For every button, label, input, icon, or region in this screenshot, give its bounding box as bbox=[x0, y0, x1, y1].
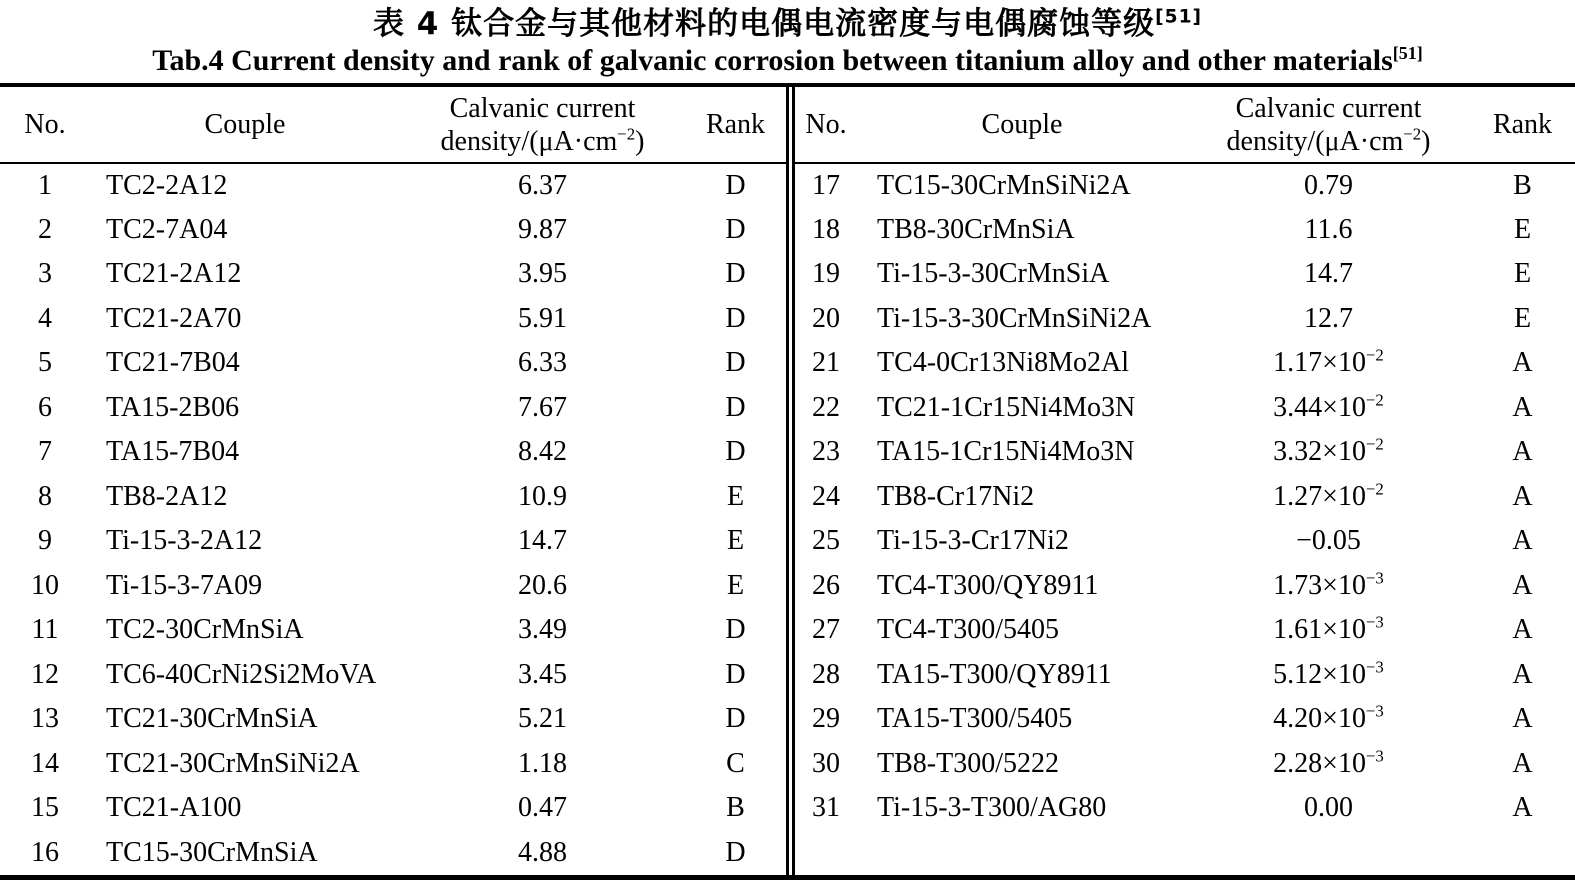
row-rank: A bbox=[1512, 436, 1533, 468]
row-couple: TC2-2A12 bbox=[106, 169, 228, 201]
row-rank: D bbox=[725, 614, 746, 646]
row-density: 6.33 bbox=[518, 347, 567, 379]
row-density: 3.95 bbox=[518, 258, 567, 290]
table-row bbox=[795, 475, 1575, 520]
row-no: 12 bbox=[31, 658, 59, 690]
row-couple: TC21-7B04 bbox=[106, 347, 240, 379]
row-rank: D bbox=[725, 391, 746, 423]
header-row bbox=[0, 87, 786, 163]
row-no: 21 bbox=[812, 347, 840, 379]
table-row bbox=[795, 786, 1575, 831]
row-couple: TA15-T300/QY8911 bbox=[877, 658, 1112, 690]
row-no: 7 bbox=[38, 436, 52, 468]
table-row bbox=[795, 386, 1575, 431]
table-row bbox=[795, 163, 1575, 208]
col-header-density bbox=[400, 87, 685, 163]
row-couple: TC21-A100 bbox=[106, 792, 242, 824]
table-row bbox=[795, 564, 1575, 609]
row-rank: D bbox=[725, 302, 746, 334]
row-rank: D bbox=[725, 258, 746, 290]
row-couple: TB8-30CrMnSiA bbox=[877, 213, 1075, 245]
row-couple: TC2-30CrMnSiA bbox=[106, 614, 304, 646]
row-rank: A bbox=[1512, 614, 1533, 646]
row-no: 8 bbox=[38, 480, 52, 512]
row-couple: Ti-15-3-Cr17Ni2 bbox=[877, 525, 1069, 557]
table-title-zh-citation: [51] bbox=[1155, 6, 1203, 28]
row-density: 0.79 bbox=[1304, 169, 1353, 201]
row-density: 20.6 bbox=[518, 569, 567, 601]
table-title-en-citation: [51] bbox=[1392, 43, 1423, 63]
row-density: 10.9 bbox=[518, 480, 567, 512]
row-rank: E bbox=[726, 525, 745, 557]
row-no: 5 bbox=[38, 347, 52, 379]
table-row bbox=[795, 697, 1575, 742]
table-title-zh bbox=[0, 4, 1575, 44]
row-rank: C bbox=[726, 747, 745, 779]
row-density: 4.88 bbox=[518, 836, 567, 868]
row-no: 11 bbox=[31, 614, 59, 646]
row-no: 24 bbox=[812, 480, 840, 512]
row-no: 30 bbox=[812, 747, 840, 779]
row-no: 22 bbox=[812, 391, 840, 423]
empty-cell bbox=[795, 831, 1575, 876]
row-rank: D bbox=[725, 169, 746, 201]
row-density: −0.05 bbox=[1296, 525, 1361, 557]
empty-filler-row bbox=[795, 831, 1575, 876]
row-no: 10 bbox=[31, 569, 59, 601]
table-row bbox=[0, 252, 786, 297]
row-rank: E bbox=[726, 480, 745, 512]
table-title-en bbox=[0, 44, 1575, 78]
row-density: 12.7 bbox=[1304, 302, 1353, 334]
row-no: 16 bbox=[31, 836, 59, 868]
row-no: 1 bbox=[38, 169, 52, 201]
row-couple: TC21-2A12 bbox=[106, 258, 242, 290]
row-density-exponent: −2 bbox=[1365, 434, 1384, 454]
row-rank: D bbox=[725, 347, 746, 379]
row-density: 14.7 bbox=[518, 525, 567, 557]
row-no: 28 bbox=[812, 658, 840, 690]
row-no: 25 bbox=[812, 525, 840, 557]
density-header-line1: Calvanic current bbox=[449, 92, 636, 124]
row-no: 2 bbox=[38, 213, 52, 245]
row-rank: A bbox=[1512, 703, 1533, 735]
row-no: 20 bbox=[812, 302, 840, 334]
table-row bbox=[0, 697, 786, 742]
row-density-exponent: −3 bbox=[1365, 612, 1384, 632]
row-couple: TC15-30CrMnSiA bbox=[106, 836, 318, 868]
row-couple: TB8-2A12 bbox=[106, 480, 228, 512]
table-row bbox=[795, 653, 1575, 698]
row-rank: A bbox=[1512, 391, 1533, 423]
row-rank: A bbox=[1512, 569, 1533, 601]
row-rank: E bbox=[1513, 213, 1532, 245]
header-row bbox=[795, 87, 1575, 163]
row-density: 5.91 bbox=[518, 302, 567, 334]
row-density-exponent: −3 bbox=[1365, 701, 1384, 721]
row-density: $1.73\times 10^{-3}$ bbox=[1273, 568, 1384, 601]
row-couple: TB8-T300/5222 bbox=[877, 747, 1059, 779]
row-density: $5.12\times 10^{-3}$ bbox=[1273, 657, 1384, 690]
table-row bbox=[795, 341, 1575, 386]
row-couple: Ti-15-3-T300/AG80 bbox=[877, 792, 1107, 824]
row-no: 15 bbox=[31, 792, 59, 824]
density-header-close-paren: ) bbox=[1421, 125, 1431, 157]
density-header-exponent: −2 bbox=[617, 124, 636, 144]
col-header-density bbox=[1187, 87, 1470, 163]
row-rank: D bbox=[725, 836, 746, 868]
row-density: 14.7 bbox=[1304, 258, 1353, 290]
row-density: 7.67 bbox=[518, 391, 567, 423]
table-title-en-text: Tab.4 Current density and rank of galvanic corrosion between titanium alloy and other materials bbox=[152, 44, 1393, 77]
table-row bbox=[0, 564, 786, 609]
row-density: 8.42 bbox=[518, 436, 567, 468]
density-header-exponent: −2 bbox=[1403, 124, 1422, 144]
row-density: 6.37 bbox=[518, 169, 567, 201]
col-header-rank: Rank bbox=[685, 87, 786, 163]
col-header-no: No. bbox=[795, 87, 857, 163]
table-row bbox=[0, 608, 786, 653]
table-row bbox=[0, 831, 786, 876]
table-halves-divider bbox=[786, 87, 795, 875]
table-row bbox=[0, 742, 786, 787]
table-row bbox=[795, 297, 1575, 342]
table-row bbox=[0, 163, 786, 208]
row-no: 9 bbox=[38, 525, 52, 557]
row-density-exponent: −3 bbox=[1365, 657, 1384, 677]
table-row bbox=[0, 341, 786, 386]
row-rank: D bbox=[725, 703, 746, 735]
row-rank: D bbox=[725, 658, 746, 690]
row-rank: A bbox=[1512, 747, 1533, 779]
row-density: $3.32\times 10^{-2}$ bbox=[1273, 434, 1384, 468]
row-density-exponent: −2 bbox=[1365, 390, 1384, 410]
density-header-close-paren: ) bbox=[635, 125, 645, 157]
table-title-zh-text: 表 4 钛合金与其他材料的电偶电流密度与电偶腐蚀等级 bbox=[372, 6, 1156, 42]
row-no: 17 bbox=[812, 169, 840, 201]
row-rank: E bbox=[1513, 258, 1532, 290]
row-density: $1.27\times 10^{-2}$ bbox=[1273, 479, 1384, 512]
col-header-rank: Rank bbox=[1470, 87, 1575, 163]
row-density: 11.6 bbox=[1304, 213, 1353, 245]
row-rank: B bbox=[726, 792, 745, 824]
row-rank: D bbox=[725, 213, 746, 245]
table-row bbox=[0, 430, 786, 475]
row-density: $4.20\times 10^{-3}$ bbox=[1273, 701, 1384, 735]
row-no: 23 bbox=[812, 436, 840, 468]
row-no: 14 bbox=[31, 747, 59, 779]
row-couple: TB8-Cr17Ni2 bbox=[877, 480, 1035, 512]
row-density: $1.61\times 10^{-3}$ bbox=[1273, 612, 1384, 646]
row-couple: TA15-T300/5405 bbox=[877, 703, 1073, 735]
table-row bbox=[795, 430, 1575, 475]
table-row bbox=[795, 742, 1575, 787]
row-no: 18 bbox=[812, 213, 840, 245]
row-no: 26 bbox=[812, 569, 840, 601]
table-right-half bbox=[795, 87, 1575, 875]
row-rank: A bbox=[1512, 525, 1533, 557]
col-header-couple: Couple bbox=[90, 87, 400, 163]
row-couple: TA15-1Cr15Ni4Mo3N bbox=[877, 436, 1135, 468]
table-row bbox=[0, 208, 786, 253]
row-rank: E bbox=[1513, 302, 1532, 334]
row-density-exponent: −2 bbox=[1365, 479, 1384, 499]
row-couple: TC4-0Cr13Ni8Mo2Al bbox=[877, 347, 1129, 379]
density-header-line1: Calvanic current bbox=[1235, 92, 1422, 124]
row-couple: TC21-1Cr15Ni4Mo3N bbox=[877, 391, 1136, 423]
row-no: 29 bbox=[812, 703, 840, 735]
row-rank: B bbox=[1513, 169, 1532, 201]
row-no: 3 bbox=[38, 258, 52, 290]
row-no: 13 bbox=[31, 703, 59, 735]
row-density: $1.17\times 10^{-2}$ bbox=[1273, 345, 1384, 379]
table-row bbox=[795, 252, 1575, 297]
row-rank: A bbox=[1512, 480, 1533, 512]
col-header-couple: Couple bbox=[857, 87, 1187, 163]
table-row bbox=[0, 475, 786, 520]
row-couple: TC2-7A04 bbox=[106, 213, 228, 245]
table-row bbox=[0, 653, 786, 698]
row-rank: D bbox=[725, 436, 746, 468]
row-density: 1.18 bbox=[518, 747, 567, 779]
table-left-half bbox=[0, 87, 786, 875]
row-density: 5.21 bbox=[518, 703, 567, 735]
row-couple: TA15-2B06 bbox=[106, 391, 240, 423]
row-no: 4 bbox=[38, 302, 52, 334]
galvanic-corrosion-table bbox=[0, 83, 1575, 880]
row-density: $3.44\times 10^{-2}$ bbox=[1273, 390, 1384, 423]
row-density: $2.28\times 10^{-3}$ bbox=[1273, 746, 1384, 779]
table-row bbox=[0, 297, 786, 342]
table-row bbox=[0, 519, 786, 564]
row-couple: Ti-15-3-30CrMnSiA bbox=[877, 258, 1110, 290]
row-couple: TC21-2A70 bbox=[106, 302, 242, 334]
row-no: 31 bbox=[812, 792, 840, 824]
table-row bbox=[795, 608, 1575, 653]
table-row bbox=[795, 519, 1575, 564]
row-couple: TC6-40CrNi2Si2MoVA bbox=[106, 658, 377, 690]
table-row bbox=[0, 386, 786, 431]
row-couple: TC21-30CrMnSiNi2A bbox=[106, 747, 360, 779]
row-couple: TC15-30CrMnSiNi2A bbox=[877, 169, 1131, 201]
col-header-no: No. bbox=[0, 87, 90, 163]
row-density-exponent: −3 bbox=[1365, 568, 1384, 588]
row-rank: E bbox=[726, 569, 745, 601]
row-no: 19 bbox=[812, 258, 840, 290]
row-density: 0.00 bbox=[1304, 792, 1353, 824]
row-density: 3.49 bbox=[518, 614, 567, 646]
density-header-line2: density/(μA·cm bbox=[1226, 125, 1404, 157]
row-density: 9.87 bbox=[518, 213, 567, 245]
row-couple: TC21-30CrMnSiA bbox=[106, 703, 318, 735]
row-couple: Ti-15-3-2A12 bbox=[106, 525, 263, 557]
row-couple: TC4-T300/QY8911 bbox=[877, 569, 1099, 601]
row-rank: A bbox=[1512, 658, 1533, 690]
row-couple: Ti-15-3-7A09 bbox=[106, 569, 263, 601]
row-density: 0.47 bbox=[518, 792, 567, 824]
row-couple: Ti-15-3-30CrMnSiNi2A bbox=[877, 302, 1152, 334]
table-row bbox=[0, 786, 786, 831]
row-density: 3.45 bbox=[518, 658, 567, 690]
row-density-exponent: −2 bbox=[1365, 345, 1384, 365]
table-row bbox=[795, 208, 1575, 253]
row-density-exponent: −3 bbox=[1365, 746, 1384, 766]
row-rank: A bbox=[1512, 347, 1533, 379]
row-couple: TA15-7B04 bbox=[106, 436, 240, 468]
row-couple: TC4-T300/5405 bbox=[877, 614, 1059, 646]
row-no: 6 bbox=[38, 391, 52, 423]
row-rank: A bbox=[1512, 792, 1533, 824]
row-no: 27 bbox=[812, 614, 840, 646]
density-header-line2: density/(μA·cm bbox=[440, 125, 618, 157]
